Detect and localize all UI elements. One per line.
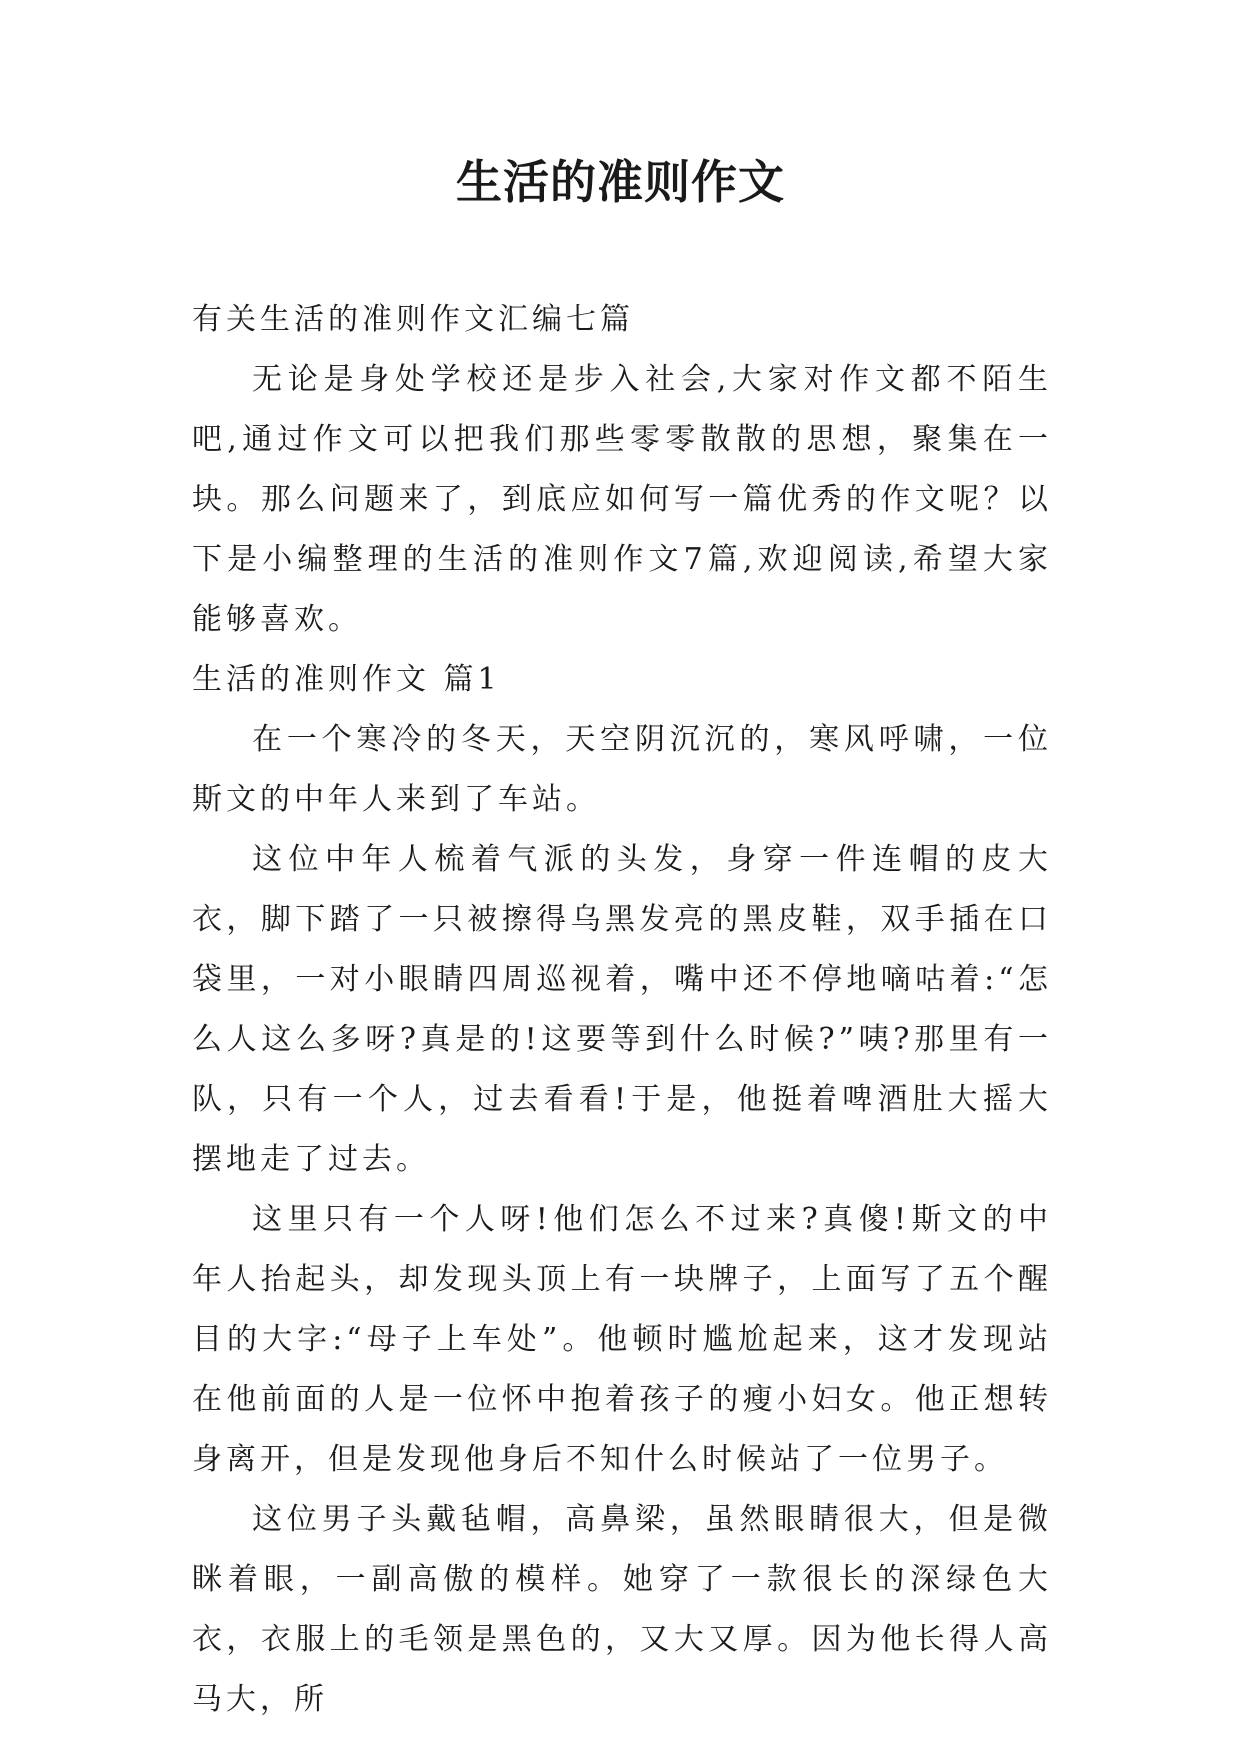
document-subtitle: 有关生活的准则作文汇编七篇	[192, 302, 634, 337]
document-body	[192, 290, 1052, 1730]
body-paragraph: 这位中年人梳着气派的头发，身穿一件连帽的皮大衣，脚下踏了一只被擦得乌黑发亮的黑皮鞋，双手插在口袋里，一对小眼睛四周巡视着，嘴中还不停地嘀咕着:“怎么人这么多呀?真是的!这要等到什么时候?”咦?那里有一队，只有一个人，过去看看!于是，他挺着啤酒肚大摇大摆地走了过去。	[192, 842, 1052, 1177]
section-heading: 生活的准则作文 篇1	[192, 662, 501, 697]
body-paragraph: 这位男子头戴毡帽，高鼻梁，虽然眼睛很大，但是微眯着眼，一副高傲的模样。她穿了一款很长的深绿色大衣，衣服上的毛领是黑色的，又大又厚。因为他长得人高马大，所	[192, 1502, 1052, 1717]
document-title: 生活的准则作文	[456, 155, 785, 209]
intro-paragraph: 无论是身处学校还是步入社会,大家对作文都不陌生吧,通过作文可以把我们那些零零散散的思想，聚集在一块。那么问题来了，到底应如何写一篇优秀的作文呢？以下是小编整理的生活的准则作文7篇,欢迎阅读,希望大家能够喜欢。	[192, 362, 1052, 637]
body-paragraph: 这里只有一个人呀!他们怎么不过来?真傻!斯文的中年人抬起头，却发现头顶上有一块牌子，上面写了五个醒目的大字:“母子上车处”。他顿时尴尬起来，这才发现站在他前面的人是一位怀中抱着孩子的瘦小妇女。他正想转身离开，但是发现他身后不知什么时候站了一位男子。	[192, 1202, 1052, 1477]
body-paragraph: 在一个寒冷的冬天，天空阴沉沉的，寒风呼啸，一位斯文的中年人来到了车站。	[192, 722, 1052, 817]
